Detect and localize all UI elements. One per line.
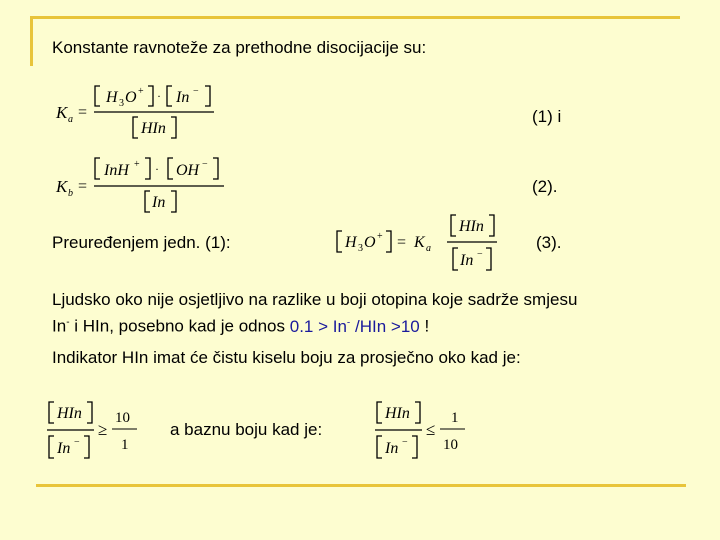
svg-text:O: O [125,89,137,106]
rearrange-text: Preuređenjem jedn. (1): [52,233,231,252]
svg-text:InH: InH [104,162,129,179]
ratio-upper: /HIn >10 [350,316,420,336]
svg-text:−: − [74,437,80,448]
basic-color-text: a baznu boju kad je: [170,420,323,439]
basic-condition [372,398,482,468]
svg-text:HIn: HIn [385,405,410,422]
svg-text:In: In [57,440,71,457]
frame-top-line [30,16,680,19]
svg-text:−: − [402,437,408,448]
ratio-charge: - [346,317,351,328]
svg-text:In: In [385,440,399,457]
ratio-range [290,317,420,336]
svg-text:3: 3 [358,243,363,254]
svg-text:K: K [56,103,68,122]
svg-text:−: − [202,159,208,170]
ratio-lower: 0.1 > In [289,316,347,336]
paragraph-ratio-line [52,313,429,337]
svg-text:+: + [138,86,144,97]
svg-text:In: In [176,89,190,106]
svg-text:1: 1 [121,437,129,453]
svg-text:≥: ≥ [98,420,108,439]
acid-condition [44,398,154,468]
svg-text:=: = [397,234,407,251]
svg-text:a: a [426,243,431,254]
svg-text:=: = [78,104,88,121]
frame-left-line [30,16,33,66]
svg-text:≤: ≤ [426,420,436,439]
svg-text:−: − [193,86,199,97]
ratio-intro: i HIn, posebno kad je odnos [69,316,290,336]
slide-title: Konstante ravnoteže za prethodne disocijacije su: [52,38,427,57]
svg-text:·: · [157,89,161,103]
equation-1-label: (1) i [532,107,562,126]
svg-text:=: = [78,178,88,195]
svg-text:+: + [134,159,140,170]
ratio-exclamation: ! [419,316,430,336]
svg-text:+: + [377,231,383,242]
svg-text:In: In [460,252,474,269]
equation-3-label: (3). [536,233,562,252]
paragraph-eye-sensitivity: Ljudsko oko nije osjetljivo na razlike u boji otopina koje sadrže smjesu [52,290,578,309]
equation-2-label: (2). [532,177,558,196]
svg-text:H: H [106,89,118,106]
svg-text:HIn: HIn [57,405,82,422]
svg-text:a: a [68,114,73,125]
svg-text:10: 10 [443,437,458,453]
svg-text:10: 10 [115,410,130,426]
equation-ka [52,80,232,142]
svg-text:−: − [477,249,483,260]
svg-text:HIn: HIn [459,218,484,235]
svg-text:K: K [414,234,425,251]
svg-text:H: H [345,234,357,251]
svg-text:b: b [68,188,73,199]
svg-text:O: O [364,234,376,251]
svg-text:HIn: HIn [141,120,166,137]
in-species: In [52,316,67,336]
svg-text:·: · [155,162,159,176]
equation-3 [334,212,504,274]
frame-bottom-line [36,484,686,487]
equation-kb [52,152,242,216]
paragraph-acid-color: Indikator HIn imat će čistu kiselu boju za prosječno oko kad je: [52,348,521,367]
in-charge: - [66,317,70,328]
svg-text:1: 1 [451,410,459,426]
svg-text:K: K [56,177,68,196]
svg-text:In: In [152,194,166,211]
svg-text:3: 3 [119,98,124,109]
svg-text:OH: OH [176,162,200,179]
